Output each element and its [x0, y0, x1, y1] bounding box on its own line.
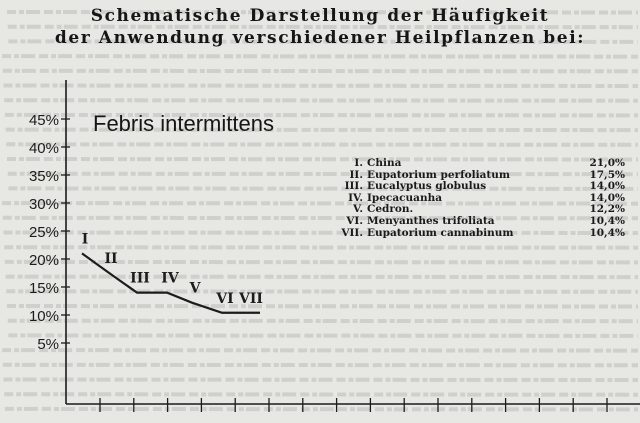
legend-value: 10,4%	[589, 214, 625, 227]
point-label: VI	[216, 290, 234, 307]
legend-name: China	[367, 157, 402, 169]
page-title-line-1: Schematische Darstellung der Häufigkeit	[90, 6, 550, 26]
legend-value: 12,2%	[589, 203, 625, 216]
y-tick-label: 10%	[28, 308, 59, 325]
y-tick-label: 25%	[28, 224, 59, 241]
legend-value: 14,0%	[589, 191, 625, 204]
legend-name: Eupatorium perfoliatum	[367, 168, 511, 181]
legend-name: Cedron.	[367, 203, 414, 216]
point-label: III	[130, 270, 150, 287]
legend-roman: I.	[354, 157, 363, 169]
legend-value: 10,4%	[589, 226, 625, 239]
y-tick-label: 45%	[28, 112, 59, 129]
y-tick-label: 40%	[28, 140, 59, 157]
point-label: I	[81, 231, 89, 248]
y-tick-label: 30%	[28, 196, 59, 213]
y-tick-label: 35%	[28, 168, 59, 185]
legend-name: Eucalyptus globulus	[367, 180, 487, 193]
legend-roman: VI.	[346, 214, 363, 227]
legend	[325, 158, 625, 239]
page-title-line-2: der Anwendung verschiedener Heilpflanzen bei:	[54, 28, 586, 48]
legend-item	[325, 228, 625, 240]
legend-roman: II.	[349, 168, 363, 181]
legend-roman: IV.	[348, 191, 363, 204]
y-tick-label: 20%	[28, 252, 59, 269]
legend-name: Ipecacuanha	[367, 191, 443, 204]
legend-item	[325, 216, 625, 228]
legend-roman: VII.	[341, 226, 363, 239]
point-label: II	[104, 251, 118, 267]
legend-roman: III.	[344, 180, 363, 193]
chart-title: Febris intermittens	[93, 111, 274, 136]
legend-item	[325, 158, 625, 170]
point-label: V	[189, 280, 201, 297]
point-label: VII	[239, 290, 263, 307]
y-tick-label: 5%	[37, 336, 59, 353]
legend-value: 21,0%	[589, 157, 625, 169]
legend-value: 17,5%	[589, 168, 625, 181]
legend-value: 14,0%	[589, 180, 625, 193]
point-label: IV	[161, 270, 179, 287]
legend-name: Eupatorium cannabinum	[367, 226, 514, 239]
y-tick-label: 15%	[28, 280, 59, 297]
legend-roman: V.	[353, 203, 363, 216]
legend-name: Menyanthes trifoliata	[367, 214, 495, 227]
